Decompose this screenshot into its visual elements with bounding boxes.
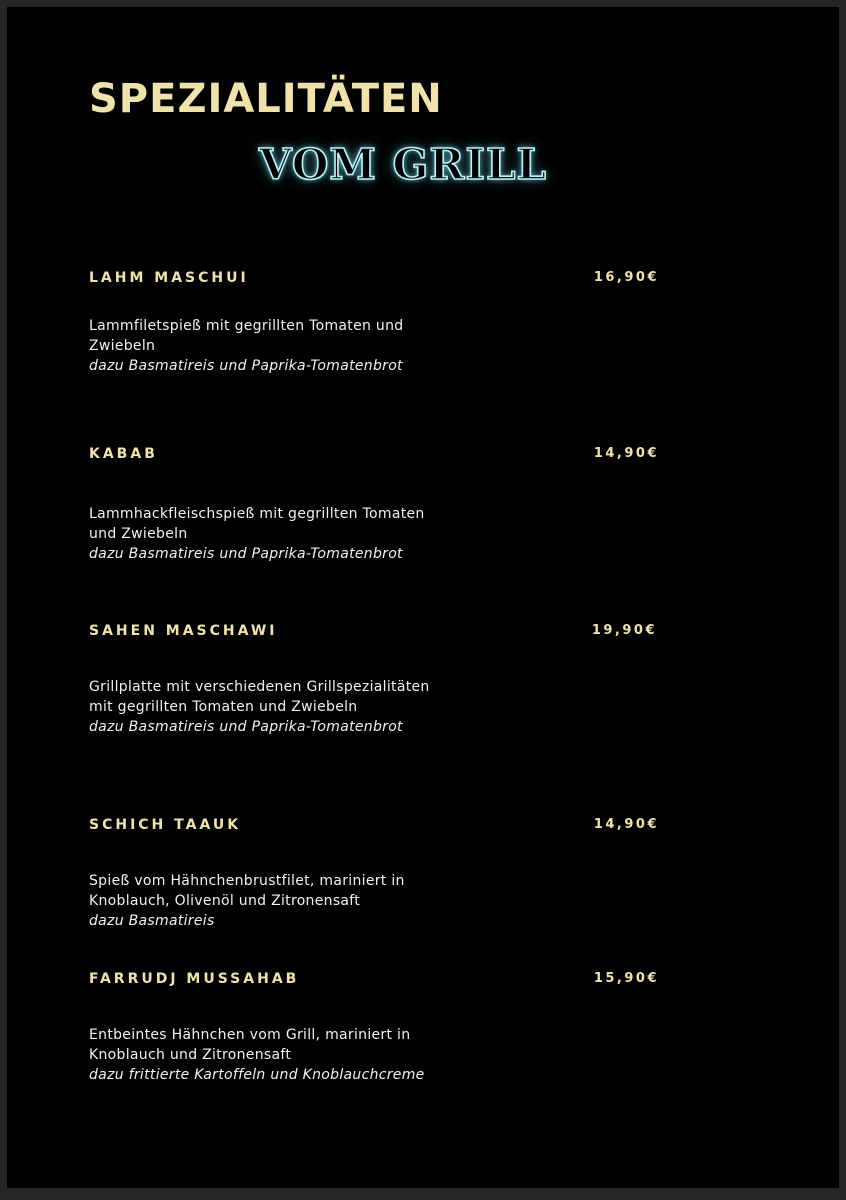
item-description: Lammfiletspieß mit gegrillten Tomaten und Zwiebeln (89, 318, 404, 354)
item-side-note: dazu Basmatireis und Paprika-Tomatenbrot (89, 546, 403, 562)
item-name: FARRUDJ MUSSAHAB (89, 971, 300, 987)
item-price: 14,90€ (593, 446, 659, 461)
item-price: 14,90€ (593, 817, 659, 832)
item-side-note: dazu Basmatireis (89, 913, 215, 929)
item-description: Lammhackfleischspieß mit gegrillten Tomaten und Zwiebeln (89, 506, 425, 542)
item-price: 15,90€ (593, 971, 659, 986)
menu-subtitle: VOM GRILL (259, 140, 548, 189)
item-name: LAHM MASCHUI (89, 270, 249, 286)
item-description-block (89, 677, 434, 737)
item-price: 16,90€ (593, 270, 659, 285)
item-description-block (89, 1025, 434, 1085)
menu-title: SPEZIALITÄTEN (89, 76, 443, 122)
item-name: SCHICH TAAUK (89, 817, 242, 833)
item-name: SAHEN MASCHAWI (89, 623, 278, 639)
item-name: KABAB (89, 446, 158, 462)
item-description: Grillplatte mit verschiedenen Grillspezialitäten mit gegrillten Tomaten und Zwiebeln (89, 679, 430, 715)
item-description: Entbeintes Hähnchen vom Grill, mariniert in Knoblauch und Zitronensaft (89, 1027, 411, 1063)
menu-page (7, 7, 839, 1188)
item-description: Spieß vom Hähnchenbrustfilet, mariniert in Knoblauch, Olivenöl und Zitronensaft (89, 873, 405, 909)
item-side-note: dazu Basmatireis und Paprika-Tomatenbrot (89, 358, 403, 374)
item-description-block (89, 316, 434, 376)
item-side-note: dazu frittierte Kartoffeln und Knoblauchcreme (89, 1067, 425, 1083)
item-price: 19,90€ (591, 623, 657, 638)
item-description-block (89, 871, 434, 931)
item-description-block (89, 504, 434, 564)
item-side-note: dazu Basmatireis und Paprika-Tomatenbrot (89, 719, 403, 735)
